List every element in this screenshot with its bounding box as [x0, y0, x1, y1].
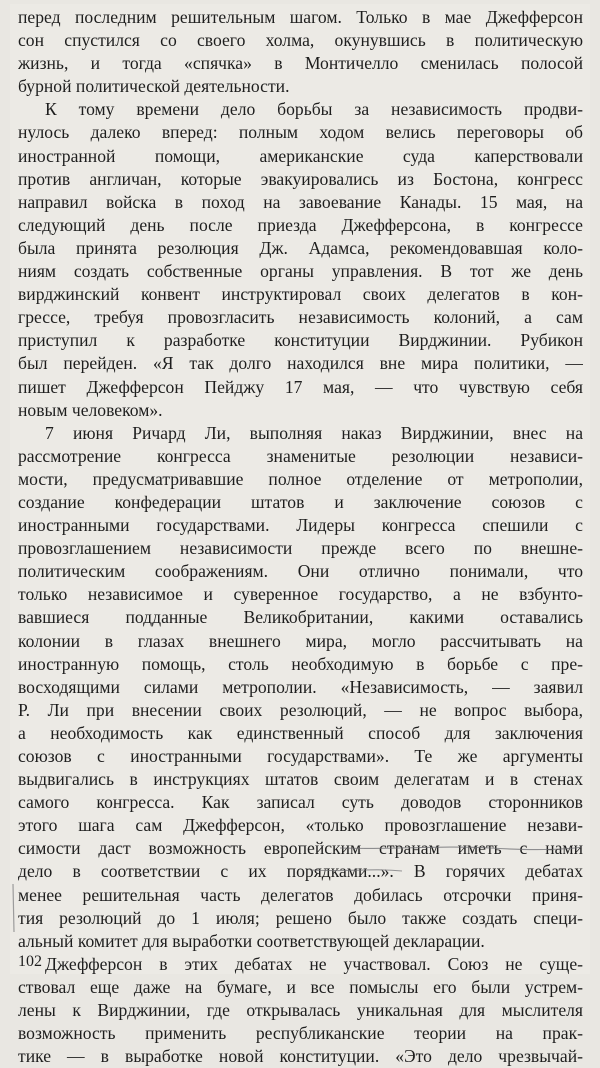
text-line: этого шага сам Джефферсон, «только провозглашение незави-	[18, 815, 583, 836]
text-line: только независимое и суверенное государство, а не взбунто-	[18, 584, 583, 605]
text-line: симости даст возможность европейским странам иметь с нами	[18, 838, 583, 859]
text-line: союзов с иностранными государствами». Те же аргументы	[18, 746, 583, 766]
text-line: колонии в глазах внешнего мира, могло рассчитывать на	[18, 630, 583, 651]
text-line: был перейден. «Я так долго находился вне мира политики, —	[18, 353, 583, 374]
text-line: менее решительная часть делегатов добилась отсрочки приня-	[18, 884, 583, 905]
text-line: альный комитет для выработки соответствующей декларации.	[18, 930, 485, 951]
text-line: политическим соображениям. Они отлично понимали, что	[18, 561, 583, 582]
text-line: тике — в выработке новой конституции. «Это дело чрезвычай-	[18, 1046, 583, 1067]
text-line: возможность применить республиканские теории на прак-	[18, 1023, 583, 1044]
text-line: иностранную помощь, столь необходимую в борьбе с пре-	[18, 653, 583, 674]
text-line: иностранными государствами. Лидеры конгресса спешили с	[18, 515, 583, 536]
text-line: выдвигались в инструкциях штатов своим делегатам и в стенах	[18, 769, 583, 790]
paragraph-first-line: Джефферсон в этих дебатах не участвовал. Союз не суще-	[45, 953, 583, 974]
text-line: лены к Вирджинии, где открывалась уникальная для мыслителя	[18, 1000, 583, 1021]
text-line: мости, предусматривавшие полное отделение от метрополии,	[18, 468, 583, 489]
text-line: иностранной помощи, американские суда каперствовали	[18, 145, 583, 166]
text-line: приступил к разработке конституции Вирджинии. Рубикон	[18, 330, 583, 351]
text-line: вавшиеся подданные Великобритании, какими оставались	[18, 607, 583, 628]
text-line: дело в соответствии с их порядками...». В горячих дебатах	[18, 861, 583, 882]
text-line: против англичан, которые эвакуировались из Бостона, конгресс	[18, 168, 583, 189]
page-number: 102	[18, 953, 42, 970]
text-line: восходящими силами метрополии. «Независимость, — заявил	[18, 676, 583, 697]
text-line: была принята резолюция Дж. Адамса, рекомендовавшая коло-	[18, 237, 583, 258]
text-line: пишет Джефферсон Пейджу 17 мая, — что чувствую себя	[18, 376, 583, 397]
text-line: новым человеком».	[18, 399, 163, 420]
text-line: ствовал еще даже на бумаге, и все помыслы его были устрем-	[18, 976, 583, 997]
text-line: нулось далеко вперед: полным ходом велись переговоры об	[18, 122, 583, 143]
text-line: направил войска в поход на завоевание Канады. 15 мая, на	[18, 191, 583, 212]
text-line: сон спустился со своего холма, окунувшись в политическую	[18, 30, 583, 51]
text-line: перед последним решительным шагом. Только в мае Джефферсон	[18, 7, 583, 27]
text-line: а необходимость как единственный способ для заключения	[18, 722, 583, 743]
text-line: грессе, требуя провозгласить независимость колоний, а сам	[18, 307, 583, 328]
text-line: вирджинский конвент инструктировал своих делегатов в кон-	[18, 284, 583, 305]
text-line: бурной политической деятельности.	[18, 76, 290, 97]
text-line: создание конфедерации штатов и заключение союзов с	[18, 491, 583, 512]
text-line: следующий день после приезда Джефферсона, в конгрессе	[18, 214, 583, 235]
pencil-margin-mark	[13, 884, 14, 932]
text-line: самого конгресса. Как записал суть доводов сторонников	[18, 792, 583, 813]
text-line: тия резолюций до 1 июля; решено было также создать специ-	[18, 907, 583, 928]
text-line: Р. Ли при внесении своих резолюций, — не вопрос выбора,	[18, 699, 583, 720]
text-line: провозглашением независимости прежде всего по внешне-	[18, 538, 583, 559]
paragraph-first-line: 7 июня Ричард Ли, выполняя наказ Вирджинии, внес на	[45, 422, 583, 443]
text-line: ниям создать собственные органы управления. В тот же день	[18, 261, 583, 282]
paragraph-first-line: К тому времени дело борьбы за независимость продви-	[45, 99, 583, 120]
page-body-text	[18, 6, 583, 1068]
text-line: жизнь, и тогда «спячка» в Монтичелло сменилась полосой	[18, 53, 583, 74]
text-line: рассмотрение конгресса знаменитые резолюции независи-	[18, 445, 583, 466]
book-page	[10, 4, 590, 1067]
